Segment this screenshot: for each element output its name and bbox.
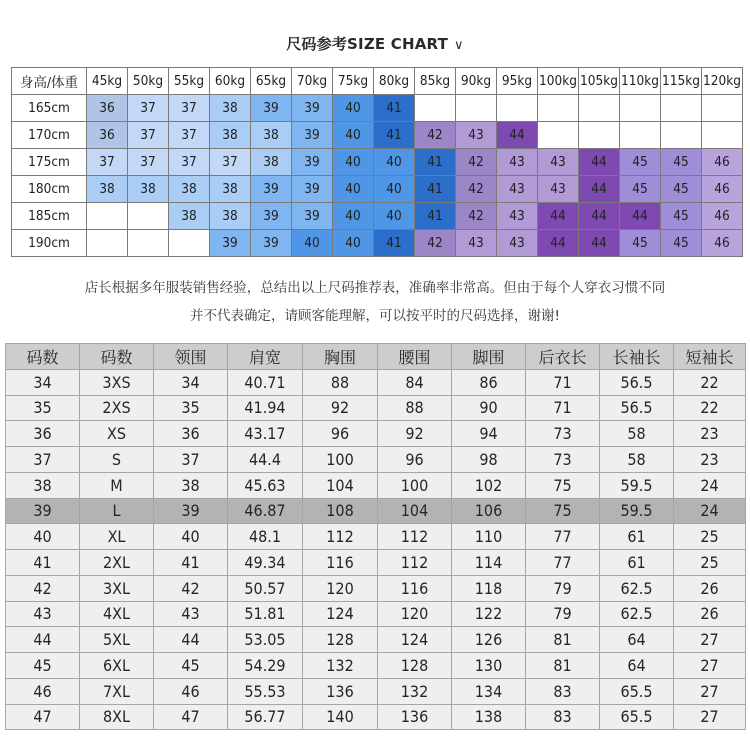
measure-cell: 64	[600, 653, 674, 679]
measure-cell: 88	[303, 369, 378, 395]
measure-row	[6, 575, 746, 601]
measure-row	[6, 447, 746, 473]
size-cell: 40	[292, 230, 333, 257]
measure-cell: M	[80, 472, 154, 498]
size-cell: 38	[169, 203, 210, 230]
size-cell: 38	[251, 122, 292, 149]
recommend-row	[12, 95, 743, 122]
measure-cell: 130	[452, 653, 526, 679]
measure-cell: 48.1	[228, 524, 303, 550]
measure-cell: 40	[154, 524, 228, 550]
measure-row	[6, 678, 746, 704]
size-cell: 45	[661, 203, 702, 230]
size-cell: 37	[169, 149, 210, 176]
measure-cell: 128	[303, 627, 378, 653]
size-cell	[579, 95, 620, 122]
size-cell: 40	[333, 203, 374, 230]
measure-cell: 53.05	[228, 627, 303, 653]
size-recommendation-table	[11, 67, 743, 257]
size-cell: 40	[374, 149, 415, 176]
measure-cell: 108	[303, 498, 378, 524]
measure-cell: 75	[526, 472, 600, 498]
size-cell: 42	[456, 176, 497, 203]
measure-cell: 4XL	[80, 601, 154, 627]
measure-cell: 59.5	[600, 498, 674, 524]
size-cell: 39	[210, 230, 251, 257]
measure-cell: 46	[6, 678, 80, 704]
note-line-1: 店长根据多年服装销售经验，总结出以上尺码推荐表，准确率非常高。但由于每个人穿衣习惯不同	[84, 280, 666, 296]
measure-cell: 140	[303, 704, 378, 730]
measure-cell: 55.53	[228, 678, 303, 704]
size-cell: 41	[374, 95, 415, 122]
measure-cell: 104	[378, 498, 452, 524]
measure-cell: 24	[674, 472, 746, 498]
size-cell: 43	[497, 149, 538, 176]
measure-cell: 138	[452, 704, 526, 730]
weight-header: 110kg	[620, 68, 661, 95]
size-cell: 44	[538, 230, 579, 257]
size-cell: 45	[620, 149, 661, 176]
size-cell: 45	[620, 176, 661, 203]
size-cell	[538, 122, 579, 149]
measure-cell: 73	[526, 447, 600, 473]
measure-cell: 106	[452, 498, 526, 524]
size-cell: 39	[251, 176, 292, 203]
size-cell	[87, 203, 128, 230]
size-cell: 45	[620, 230, 661, 257]
measure-cell: L	[80, 498, 154, 524]
measure-cell: 136	[303, 678, 378, 704]
measure-cell: 39	[6, 498, 80, 524]
size-cell: 46	[702, 176, 743, 203]
size-cell: 40	[374, 203, 415, 230]
corner-cell: 身高/体重	[12, 68, 87, 95]
measure-cell: 54.29	[228, 653, 303, 679]
size-cell	[169, 230, 210, 257]
weight-header: 105kg	[579, 68, 620, 95]
size-cell: 37	[128, 149, 169, 176]
recommend-row	[12, 203, 743, 230]
size-cell: 39	[292, 122, 333, 149]
measure-cell: 22	[674, 369, 746, 395]
size-cell: 43	[497, 203, 538, 230]
size-cell	[579, 122, 620, 149]
weight-header: 95kg	[497, 68, 538, 95]
measure-cell: 79	[526, 575, 600, 601]
recommend-row	[12, 176, 743, 203]
size-cell: 44	[579, 149, 620, 176]
size-cell: 36	[87, 95, 128, 122]
size-cell	[128, 230, 169, 257]
measure-cell: 45	[154, 653, 228, 679]
measure-cell: 79	[526, 601, 600, 627]
measure-cell: 44.4	[228, 447, 303, 473]
measure-cell: 56.5	[600, 369, 674, 395]
measure-cell: 25	[674, 524, 746, 550]
measure-cell: 81	[526, 653, 600, 679]
measure-cell: 104	[303, 472, 378, 498]
measure-cell: 41	[6, 550, 80, 576]
weight-header: 80kg	[374, 68, 415, 95]
measure-cell: 110	[452, 524, 526, 550]
measure-cell: 43.17	[228, 421, 303, 447]
size-cell: 45	[661, 149, 702, 176]
measure-cell: 39	[154, 498, 228, 524]
measure-row	[6, 395, 746, 421]
size-chart-title-text: 尺码参考SIZE CHART	[286, 35, 449, 53]
size-cell: 40	[333, 122, 374, 149]
measure-cell: 59.5	[600, 472, 674, 498]
measure-cell: 132	[303, 653, 378, 679]
measure-cell: 36	[154, 421, 228, 447]
measure-cell: 73	[526, 421, 600, 447]
measure-cell: 35	[154, 395, 228, 421]
measure-header: 码数	[6, 344, 80, 370]
measure-cell: 100	[378, 472, 452, 498]
measure-cell: 8XL	[80, 704, 154, 730]
size-cell: 46	[702, 203, 743, 230]
measure-cell: 90	[452, 395, 526, 421]
size-cell: 38	[210, 122, 251, 149]
measure-cell: 124	[378, 627, 452, 653]
measure-cell: 36	[6, 421, 80, 447]
measure-cell: 5XL	[80, 627, 154, 653]
measure-cell: 38	[154, 472, 228, 498]
measure-cell: 44	[154, 627, 228, 653]
measure-cell: 40.71	[228, 369, 303, 395]
measure-cell: 112	[303, 524, 378, 550]
size-cell	[661, 95, 702, 122]
measure-header: 脚围	[452, 344, 526, 370]
measure-row	[6, 524, 746, 550]
weight-header: 50kg	[128, 68, 169, 95]
size-cell: 41	[415, 149, 456, 176]
measure-cell: 124	[303, 601, 378, 627]
measure-cell: 96	[378, 447, 452, 473]
measure-row	[6, 472, 746, 498]
size-cell	[87, 230, 128, 257]
size-cell: 38	[210, 203, 251, 230]
measure-cell: XS	[80, 421, 154, 447]
measure-cell: 34	[6, 369, 80, 395]
measure-header: 腰围	[378, 344, 452, 370]
measure-cell: 83	[526, 678, 600, 704]
measure-cell: 22	[674, 395, 746, 421]
measure-cell: 122	[452, 601, 526, 627]
measure-cell: 116	[303, 550, 378, 576]
size-cell: 44	[538, 203, 579, 230]
size-cell: 38	[210, 95, 251, 122]
weight-header: 90kg	[456, 68, 497, 95]
chevron-down-icon: ∨	[454, 38, 464, 53]
measure-cell: 128	[378, 653, 452, 679]
measurement-table	[5, 343, 746, 730]
size-cell: 41	[415, 176, 456, 203]
measure-cell: 118	[452, 575, 526, 601]
weight-header: 60kg	[210, 68, 251, 95]
weight-header: 70kg	[292, 68, 333, 95]
note-line-2: 并不代表确定，请顾客能理解，可以按平时的尺码选择，谢谢!	[190, 308, 560, 324]
size-cell	[702, 95, 743, 122]
measure-header: 胸围	[303, 344, 378, 370]
measure-cell: 42	[6, 575, 80, 601]
measure-cell: 94	[452, 421, 526, 447]
size-cell: 41	[374, 122, 415, 149]
size-cell: 43	[497, 176, 538, 203]
size-cell	[702, 122, 743, 149]
measure-cell: 64	[600, 627, 674, 653]
weight-header: 100kg	[538, 68, 579, 95]
measure-cell: 65.5	[600, 678, 674, 704]
measure-row	[6, 704, 746, 730]
size-cell: 42	[415, 230, 456, 257]
weight-header: 55kg	[169, 68, 210, 95]
size-cell: 39	[292, 203, 333, 230]
measure-header: 短袖长	[674, 344, 746, 370]
size-cell: 38	[169, 176, 210, 203]
measure-cell: 61	[600, 524, 674, 550]
size-cell: 40	[374, 176, 415, 203]
measure-cell: 116	[378, 575, 452, 601]
measure-cell: 41.94	[228, 395, 303, 421]
measure-cell: 34	[154, 369, 228, 395]
measure-cell: 62.5	[600, 575, 674, 601]
size-cell: 44	[620, 203, 661, 230]
size-cell: 37	[128, 122, 169, 149]
measure-cell: 71	[526, 369, 600, 395]
measure-cell: 7XL	[80, 678, 154, 704]
measure-cell: 47	[154, 704, 228, 730]
measure-cell: 61	[600, 550, 674, 576]
measure-header: 肩宽	[228, 344, 303, 370]
measure-cell: 62.5	[600, 601, 674, 627]
measure-cell: 114	[452, 550, 526, 576]
measure-cell: 92	[303, 395, 378, 421]
measure-cell: 77	[526, 524, 600, 550]
recommend-row	[12, 122, 743, 149]
size-cell: 36	[87, 122, 128, 149]
measure-row	[6, 627, 746, 653]
weight-header: 45kg	[87, 68, 128, 95]
measure-cell: 37	[6, 447, 80, 473]
size-cell: 38	[128, 176, 169, 203]
measure-cell: 136	[378, 704, 452, 730]
size-cell: 37	[169, 95, 210, 122]
measure-row	[6, 369, 746, 395]
measure-cell: 41	[154, 550, 228, 576]
measure-cell: 46	[154, 678, 228, 704]
size-cell: 39	[251, 230, 292, 257]
size-cell: 39	[251, 95, 292, 122]
size-cell: 40	[333, 176, 374, 203]
measure-cell: 92	[378, 421, 452, 447]
size-cell	[620, 122, 661, 149]
measure-header-row	[6, 344, 746, 370]
size-cell: 42	[415, 122, 456, 149]
size-cell	[620, 95, 661, 122]
measure-cell: 45.63	[228, 472, 303, 498]
measure-row	[6, 421, 746, 447]
size-cell: 46	[702, 149, 743, 176]
weight-header: 120kg	[702, 68, 743, 95]
measure-cell: 46.87	[228, 498, 303, 524]
size-cell: 40	[333, 95, 374, 122]
size-cell: 44	[579, 176, 620, 203]
size-cell: 43	[538, 176, 579, 203]
size-cell: 39	[292, 176, 333, 203]
size-cell: 42	[456, 149, 497, 176]
measure-cell: 2XL	[80, 550, 154, 576]
size-cell: 37	[210, 149, 251, 176]
measure-cell: 77	[526, 550, 600, 576]
weight-header: 65kg	[251, 68, 292, 95]
size-cell: 41	[415, 203, 456, 230]
size-cell: 44	[579, 203, 620, 230]
measure-cell: 71	[526, 395, 600, 421]
measure-cell: 27	[674, 627, 746, 653]
recommend-row	[12, 230, 743, 257]
measure-cell: 56.5	[600, 395, 674, 421]
measure-header: 码数	[80, 344, 154, 370]
size-cell	[497, 95, 538, 122]
measure-cell: 102	[452, 472, 526, 498]
weight-header: 85kg	[415, 68, 456, 95]
size-cell: 41	[374, 230, 415, 257]
size-cell	[415, 95, 456, 122]
measure-cell: 24	[674, 498, 746, 524]
measure-cell: 65.5	[600, 704, 674, 730]
height-cell: 185cm	[12, 203, 87, 230]
size-cell: 39	[251, 203, 292, 230]
measure-cell: 120	[303, 575, 378, 601]
measure-cell: 43	[6, 601, 80, 627]
measure-cell: 25	[674, 550, 746, 576]
size-cell	[456, 95, 497, 122]
measure-cell: 40	[6, 524, 80, 550]
measure-cell: 23	[674, 447, 746, 473]
recommend-header-row	[12, 68, 743, 95]
height-cell: 175cm	[12, 149, 87, 176]
measure-cell: 84	[378, 369, 452, 395]
measure-cell: 86	[452, 369, 526, 395]
measure-cell: 112	[378, 550, 452, 576]
size-chart-title	[0, 33, 750, 54]
measure-cell: S	[80, 447, 154, 473]
measure-cell: 83	[526, 704, 600, 730]
measure-cell: 58	[600, 447, 674, 473]
measure-cell: 98	[452, 447, 526, 473]
measure-row	[6, 601, 746, 627]
height-cell: 180cm	[12, 176, 87, 203]
measure-cell: 132	[378, 678, 452, 704]
measure-header: 长袖长	[600, 344, 674, 370]
size-cell: 44	[579, 230, 620, 257]
measure-cell: 43	[154, 601, 228, 627]
size-cell: 40	[333, 230, 374, 257]
size-cell: 43	[497, 230, 538, 257]
size-cell: 46	[702, 230, 743, 257]
size-cell: 45	[661, 176, 702, 203]
size-cell: 39	[292, 95, 333, 122]
measure-cell: 112	[378, 524, 452, 550]
measure-cell: 38	[6, 472, 80, 498]
size-cell: 43	[456, 122, 497, 149]
recommend-row	[12, 149, 743, 176]
measure-cell: 6XL	[80, 653, 154, 679]
measure-cell: 27	[674, 678, 746, 704]
measure-row	[6, 498, 746, 524]
size-cell: 37	[87, 149, 128, 176]
measure-row	[6, 653, 746, 679]
size-cell	[128, 203, 169, 230]
size-cell: 43	[456, 230, 497, 257]
size-cell: 38	[251, 149, 292, 176]
measure-cell: 44	[6, 627, 80, 653]
measure-cell: 56.77	[228, 704, 303, 730]
measure-cell: 27	[674, 704, 746, 730]
height-cell: 165cm	[12, 95, 87, 122]
measure-cell: 47	[6, 704, 80, 730]
measure-header: 后衣长	[526, 344, 600, 370]
weight-header: 115kg	[661, 68, 702, 95]
measure-cell: 100	[303, 447, 378, 473]
measure-cell: 26	[674, 575, 746, 601]
measure-cell: 51.81	[228, 601, 303, 627]
measure-cell: 96	[303, 421, 378, 447]
measure-cell: 134	[452, 678, 526, 704]
measure-cell: 49.34	[228, 550, 303, 576]
measure-cell: 2XS	[80, 395, 154, 421]
measure-cell: 3XL	[80, 575, 154, 601]
measure-cell: 27	[674, 653, 746, 679]
size-cell: 43	[538, 149, 579, 176]
height-cell: 170cm	[12, 122, 87, 149]
measure-cell: 37	[154, 447, 228, 473]
size-cell: 38	[210, 176, 251, 203]
height-cell: 190cm	[12, 230, 87, 257]
measure-cell: 75	[526, 498, 600, 524]
size-cell: 44	[497, 122, 538, 149]
measure-cell: 3XS	[80, 369, 154, 395]
measure-cell: 88	[378, 395, 452, 421]
size-cell: 45	[661, 230, 702, 257]
size-cell	[661, 122, 702, 149]
measure-cell: 45	[6, 653, 80, 679]
size-cell	[538, 95, 579, 122]
measure-header: 领围	[154, 344, 228, 370]
measure-cell: 26	[674, 601, 746, 627]
size-cell: 39	[292, 149, 333, 176]
size-cell: 38	[87, 176, 128, 203]
measure-cell: 58	[600, 421, 674, 447]
measure-cell: 120	[378, 601, 452, 627]
size-cell: 42	[456, 203, 497, 230]
measure-cell: 35	[6, 395, 80, 421]
size-cell: 37	[169, 122, 210, 149]
measure-cell: 42	[154, 575, 228, 601]
measure-cell: 81	[526, 627, 600, 653]
measure-cell: 23	[674, 421, 746, 447]
size-cell: 40	[333, 149, 374, 176]
measure-cell: XL	[80, 524, 154, 550]
measure-cell: 50.57	[228, 575, 303, 601]
measure-row	[6, 550, 746, 576]
measure-cell: 126	[452, 627, 526, 653]
size-cell: 37	[128, 95, 169, 122]
weight-header: 75kg	[333, 68, 374, 95]
